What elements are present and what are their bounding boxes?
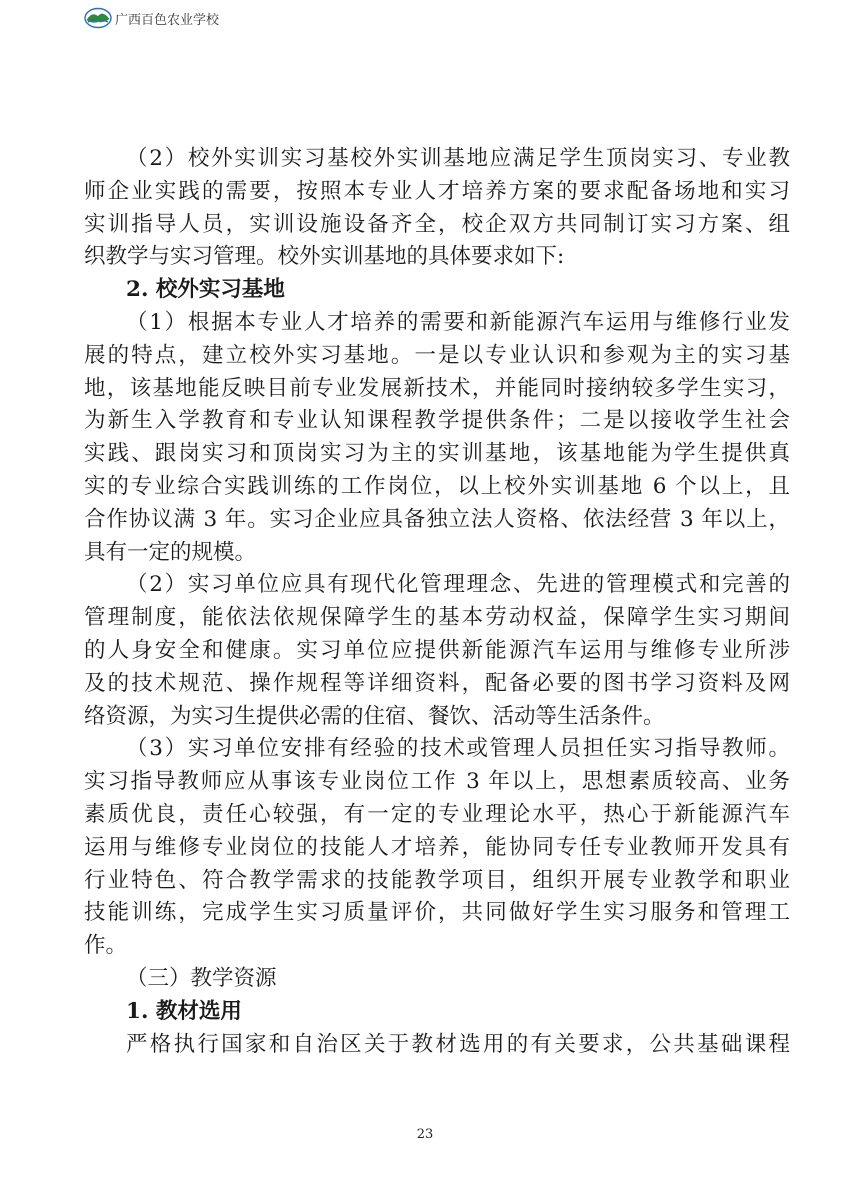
paragraph-line: （2）实习单位应具有现代化管理理念、先进的管理模式和完善的 [126,572,790,598]
paragraph-line: 具有一定的规模。 [84,539,257,565]
paragraph-line: 地，该基地能反映目前专业发展新技术，并能同时接纳较多学生实习， [84,375,790,401]
paragraph-line: （1）根据本专业人才培养的需要和新能源汽车运用与维修行业发 [126,309,790,335]
paragraph-line: 合作协议满 3 年。实习企业应具备独立法人资格、依法经营 3 年以上， [84,506,790,532]
paragraph-line: 络资源，为实习生提供必需的住宿、餐饮、活动等生活条件。 [84,703,665,729]
section-heading: （三）教学资源 [126,965,277,991]
section-heading: 1. 教材选用 [126,998,242,1024]
paragraph-line: 实习指导教师应从事该专业岗位工作 3 年以上，思想素质较高、业务 [84,769,790,795]
paragraph-line: 展的特点，建立校外实习基地。一是以专业认识和参观为主的实习基 [84,342,790,368]
paragraph-line: 织教学与实习管理。校外实训基地的具体要求如下: [84,244,565,270]
document-body [84,143,790,1061]
page-header [84,6,219,30]
paragraph-line: 的人身安全和健康。实习单位应提供新能源汽车运用与维修专业所涉 [84,637,790,663]
paragraph-line: 作。 [84,933,128,959]
paragraph-line: 为新生入学教育和专业认知课程教学提供条件；二是以接收学生社会 [84,408,790,434]
paragraph-line: 管理制度，能依法依规保障学生的基本劳动权益，保障学生实习期间 [84,605,790,631]
paragraph-line: 师企业实践的需要，按照本专业人才培养方案的要求配备场地和实习 [84,178,790,204]
page-number: 23 [416,1127,434,1142]
paragraph-line: （3）实习单位安排有经验的技术或管理人员担任实习指导教师。 [126,736,790,762]
paragraph-line: 技能训练，完成学生实习质量评价，共同做好学生实习服务和管理工 [84,900,790,926]
school-logo-icon [84,7,112,29]
paragraph-line: 严格执行国家和自治区关于教材选用的有关要求，公共基础课程 [126,1031,790,1057]
paragraph-line: （2）校外实训实习基校外实训基地应满足学生顶岗实习、专业教 [126,146,790,171]
paragraph-line: 实训指导人员，实训设施设备齐全，校企双方共同制订实习方案、组 [84,211,790,237]
school-name: 广西百色农业学校 [115,12,220,28]
section-heading: 2. 校外实习基地 [126,277,285,303]
paragraph-line: 及的技术规范、操作规程等详细资料，配备必要的图书学习资料及网 [84,670,790,696]
paragraph-line: 实的专业综合实践训练的工作岗位，以上校外实训基地 6 个以上，且 [84,473,790,499]
paragraph-line: 实践、跟岗实习和顶岗实习为主的实训基地，该基地能为学生提供真 [84,441,790,467]
paragraph-line: 素质优良，责任心较强，有一定的专业理论水平，热心于新能源汽车 [84,801,790,827]
paragraph-line: 运用与维修专业岗位的技能人才培养，能协同专任专业教师开发具有 [84,834,790,860]
paragraph-line: 行业特色、符合教学需求的技能教学项目，组织开展专业教学和职业 [84,867,790,893]
